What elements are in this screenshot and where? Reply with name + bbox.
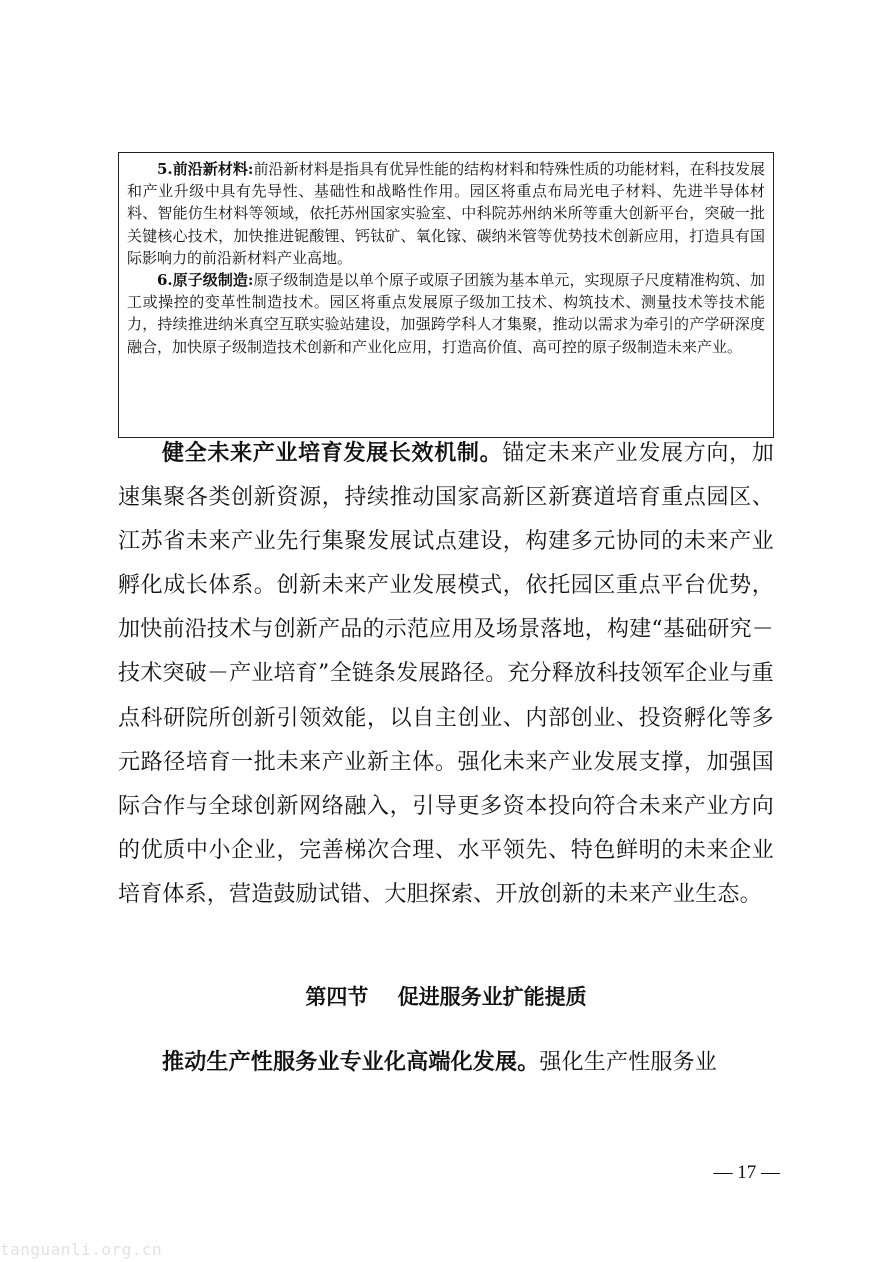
- paragraph-text: 强化生产性服务业: [539, 1050, 718, 1075]
- box-item-frontier-materials: [127, 158, 765, 269]
- highlight-box: [118, 152, 774, 438]
- body-paragraph: [118, 432, 774, 917]
- section-heading: [118, 975, 774, 1019]
- box-item-text: 原子级制造是以单个原子或原子团簇为基本单元，实现原子尺度精准构筑、加工或操控的变革性制造技术。园区将重点发展原子级加工技术、构筑技术、测量技术等技术能力，持续推进纳米真空互联实验站建设，加强跨学科人才集聚，推动以需求为牵引的产学研深度融合，加快原子级制造技术创新和产业化应用，打造高价值、高可控的原子级制造未来产业。: [127, 271, 765, 356]
- paragraph-lead: 推动生产性服务业专业化高端化发展。: [162, 1050, 540, 1075]
- section-title: 促进服务业扩能提质: [397, 985, 587, 1009]
- paragraph-lead: 健全未来产业培育发展长效机制。: [162, 441, 503, 466]
- watermark: tanguanli.org.cn: [0, 1240, 163, 1259]
- box-item-heading: 6.原子级制造:: [157, 271, 254, 290]
- box-item-atomic-manufacturing: [127, 269, 765, 358]
- box-item-heading: 5.前沿新材料:: [157, 160, 254, 178]
- body-paragraph: [118, 1041, 774, 1085]
- box-item-text: 前沿新材料是指具有优异性能的结构材料和特殊性质的功能材料，在科技发展和产业升级中具有先导性、基础性和战略性作用。园区将重点布局光电子材料、先进半导体材料、智能仿生材料等领域，依托苏州国家实验室、中科院苏州纳米所等重大创新平台，突破一批关键核心技术，加快推进铌酸锂、钙钛矿、氧化镓、碳纳米管等优势技术创新应用，打造具有国际影响力的前沿新材料产业高地。: [127, 160, 765, 267]
- page-number: — 17 —: [713, 1162, 780, 1183]
- section-number: 第四节: [305, 985, 369, 1009]
- paragraph-text: 锚定未来产业发展方向，加速集聚各类创新资源，持续推动国家高新区新赛道培育重点园区、江苏省未来产业先行集聚发展试点建设，构建多元协同的未来产业孵化成长体系。创新未来产业发展模式，依托园区重点平台优势，加快前沿技术与创新产品的示范应用及场景落地，构建“基础研究－技术突破－产业培育”全链条发展路径。充分释放科技领军企业与重点科研院所创新引领效能，以自主创业、内部创业、投资孵化等多元路径培育一批未来产业新主体。强化未来产业发展支撑，加强国际合作与全球创新网络融入，引导更多资本投向符合未来产业方向的优质中小企业，完善梯次合理、水平领先、特色鲜明的未来企业培育体系，营造鼓励试错、大胆探索、开放创新的未来产业生态。: [118, 441, 774, 907]
